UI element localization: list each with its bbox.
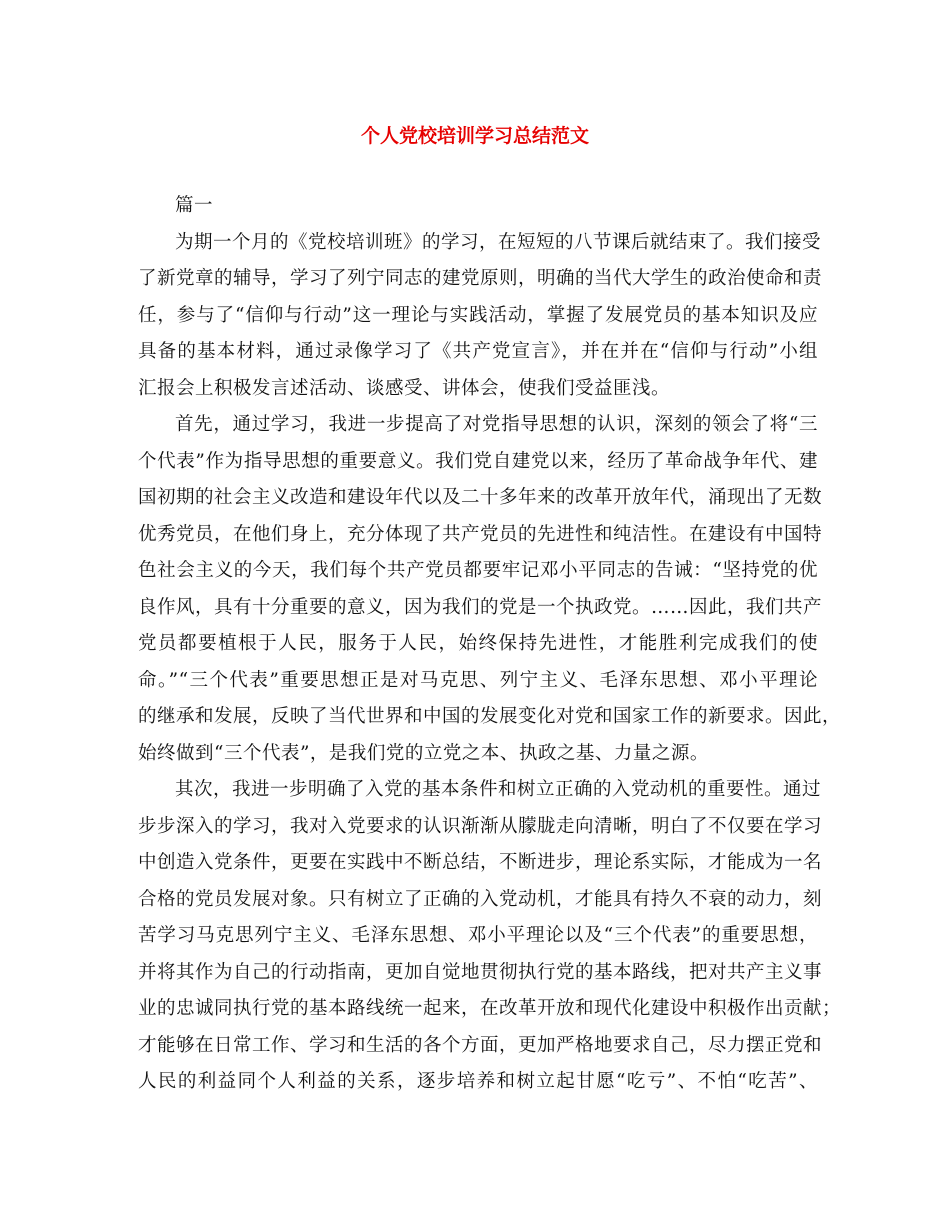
section-label: 篇一 — [175, 195, 214, 216]
text-line: 中创造入党条件，更要在实践中不断总结，不断进步，理论系实际，才能成为一名 — [138, 852, 823, 873]
text-line: 任，参与了“信仰与行动”这一理论与实践活动，掌握了发展党员的基本知识及应 — [138, 304, 818, 326]
text-line: 人民的利益同个人利益的关系，逐步培养和树立起甘愿“吃亏”、不怕“吃苦”、 — [138, 1071, 818, 1092]
text-line: 具备的基本材料，通过录像学习了《共产党宣言》，并在并在“信仰与行动”小组 — [138, 341, 818, 362]
text-line: 了新党章的辅导，学习了列宁同志的建党原则，明确的当代大学生的政治使命和责 — [138, 268, 823, 289]
text-line: 党员都要植根于人民，服务于人民，始终保持先进性，才能胜利完成我们的使 — [138, 633, 818, 654]
text-line: 苦学习马克思列宁主义、毛泽东思想、邓小平理论以及“三个代表”的重要思想， — [138, 925, 818, 946]
document-title: 个人党校培训学习总结范文 — [360, 125, 589, 147]
paragraph-3 — [138, 772, 842, 1101]
text-line: 为期一个月的《党校培训班》的学习，在短短的八节课后就结束了。我们接受 — [175, 231, 822, 253]
paragraph-1 — [138, 225, 823, 408]
text-line: 良作风，具有十分重要的意义，因为我们的党是一个执政党。……因此，我们共产 — [138, 596, 823, 618]
text-line: 才能够在日常工作、学习和生活的各个方面，更加严格地要求自己，尽力摆正党和 — [138, 1034, 823, 1056]
text-line: 色社会主义的今天，我们每个共产党员都要牢记邓小平同志的告诫：“坚持党的优 — [138, 560, 818, 581]
text-line: 个代表”作为指导思想的重要意义。我们党自建党以来，经历了革命战争年代、建 — [138, 450, 818, 472]
text-line: 步步深入的学习，我对入党要求的认识渐渐从朦胧走向清晰，明白了不仅要在学习 — [138, 815, 823, 837]
document-body — [138, 188, 842, 1101]
text-line: 其次，我进一步明确了入党的基本条件和树立正确的入党动机的重要性。通过 — [175, 779, 822, 800]
text-line: 优秀党员，在他们身上，充分体现了共产党员的先进性和纯洁性。在建设有中国特 — [138, 523, 823, 545]
text-line: 命。”“三个代表”重要思想正是对马克思、列宁主义、毛泽东思想、邓小平理论 — [138, 669, 818, 691]
text-line: 汇报会上积极发言述活动、谈感受、讲体会，使我们受益匪浅。 — [138, 377, 671, 399]
text-line: 并将其作为自己的行动指南，更加自觉地贯彻执行党的基本路线，把对共产主义事 — [138, 961, 823, 983]
text-line: 国初期的社会主义改造和建设年代以及二十多年来的改革开放年代，涌现出了无数 — [138, 487, 823, 508]
text-line: 业的忠诚同执行党的基本路线统一起来，在改革开放和现代化建设中积极作出贡献； — [138, 998, 842, 1019]
paragraph-2 — [138, 407, 842, 772]
text-line: 始终做到“三个代表”，是我们党的立党之本、执政之基、力量之源。 — [138, 742, 709, 764]
text-line: 合格的党员发展对象。只有树立了正确的入党动机，才能具有持久不衰的动力，刻 — [138, 888, 823, 910]
text-line: 首先，通过学习，我进一步提高了对党指导思想的认识，深刻的领会了将“三 — [175, 414, 818, 435]
text-line: 的继承和发展，反映了当代世界和中国的发展变化对党和国家工作的新要求。因此， — [138, 706, 842, 727]
